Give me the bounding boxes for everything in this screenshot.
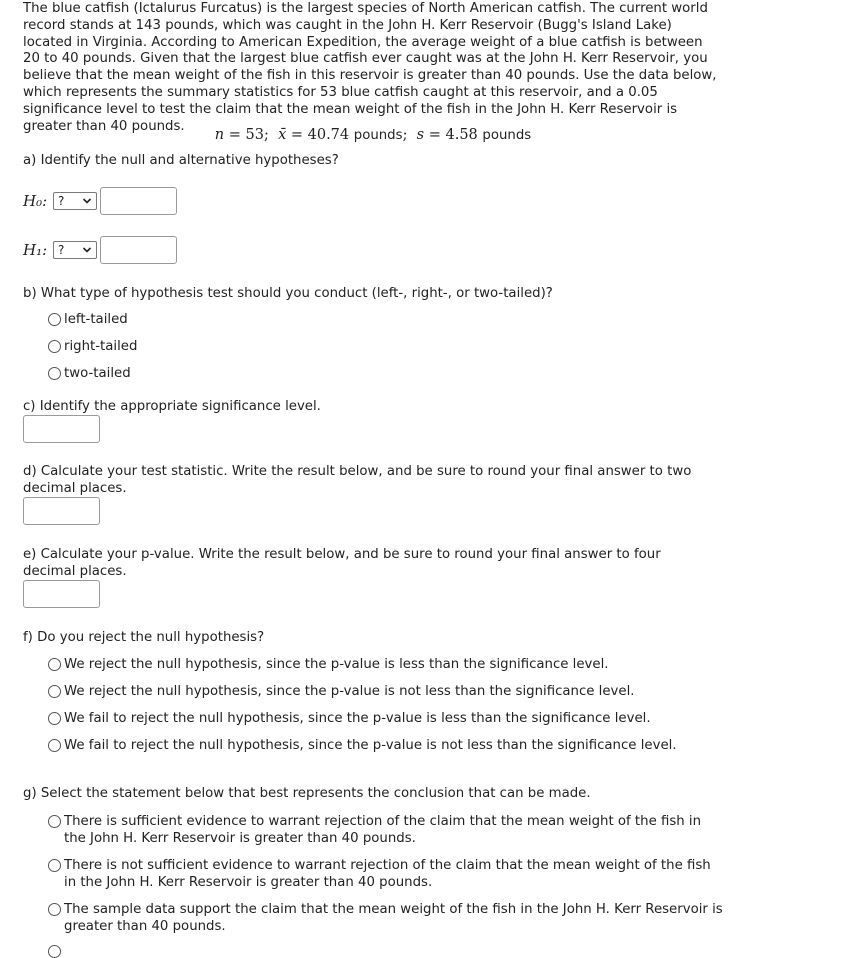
radio-button[interactable] — [48, 340, 61, 353]
option-label: right-tailed — [64, 339, 138, 354]
h0-row — [23, 186, 177, 216]
radio-button[interactable] — [48, 658, 61, 671]
h1-row — [23, 235, 177, 265]
option-label: The sample data support the claim that the mean weight of the fish in the John H. Kerr Reservoir is greater than 40 pounds. — [64, 902, 723, 934]
h1-operator-select[interactable] — [53, 241, 97, 259]
question-b: b) What type of hypothesis test should you conduct (left-, right-, or two-tailed)? — [23, 286, 553, 301]
xbar-unit: pounds — [353, 128, 403, 143]
option-left-tailed[interactable] — [48, 311, 128, 328]
radio-button[interactable] — [48, 367, 61, 380]
h0-operator-select[interactable] — [53, 192, 97, 210]
option-fail-less[interactable] — [48, 710, 651, 727]
question-f: f) Do you reject the null hypothesis? — [23, 630, 265, 645]
option-label: We reject the null hypothesis, since the p-value is less than the significance level. — [64, 657, 609, 672]
option-reject-less[interactable] — [48, 656, 609, 673]
n-symbol: n — [214, 127, 225, 143]
option-reject-not-less[interactable] — [48, 683, 635, 700]
summary-statistics: n = 53; x̄ = 40.74 pounds; s = 4.58 pounds — [214, 127, 532, 143]
h0-select-value: ? — [58, 194, 65, 208]
option-label: There is not sufficient evidence to warrant rejection of the claim that the mean weight of the fish in the John H. Kerr Reservoir is greater than 40 pounds. — [64, 858, 711, 890]
problem-intro: The blue catfish (Ictalurus Furcatus) is the largest species of North American catfish. The current world record stands at 143 pounds, which was caught in the John H. Kerr Reservoir (Bugg's Island Lake) located in Virginia. According to American Expedition, the average weight of a blue catfish is between 20 to 40 pounds. Given that the largest blue catfish ever caught was at the John H. Kerr Reservoir, you believe that the mean weight of the fish in this reservoir is greater than 40 pounds. Use the data below, which represents the summary statistics for 53 blue catfish caught at this reservoir, and a 0.05 significance level to test the claim that the mean weight of the fish in the John H. Kerr Reservoir is greater than 40 pounds. — [23, 1, 717, 134]
option-right-tailed[interactable] — [48, 338, 137, 355]
h0-value-input[interactable] — [100, 187, 177, 215]
h1-select-value: ? — [58, 243, 65, 257]
radio-button[interactable] — [48, 859, 61, 872]
question-g: g) Select the statement below that best represents the conclusion that can be made. — [23, 786, 591, 801]
option-data-support[interactable] — [48, 901, 723, 935]
h1-label: H₁: — [23, 241, 48, 259]
question-e: e) Calculate your p-value. Write the result below, and be sure to round your final answer to four decimal places. — [23, 547, 661, 579]
option-fail-not-less[interactable] — [48, 737, 677, 754]
radio-button[interactable] — [48, 313, 61, 326]
option-label: We fail to reject the null hypothesis, since the p-value is not less than the significance level. — [64, 738, 677, 753]
question-a: a) Identify the null and alternative hypotheses? — [23, 153, 339, 168]
option-label: left-tailed — [64, 312, 128, 327]
n-value: 53 — [245, 127, 264, 143]
option-not-sufficient-evidence[interactable] — [48, 857, 723, 891]
test-statistic-input[interactable] — [23, 497, 100, 525]
radio-button[interactable] — [48, 815, 61, 828]
option-label: two-tailed — [64, 366, 131, 381]
radio-button[interactable] — [48, 945, 61, 958]
p-value-input[interactable] — [23, 580, 100, 608]
radio-button[interactable] — [48, 903, 61, 916]
xbar-value: 40.74 — [307, 127, 350, 143]
h0-label: H₀: — [23, 192, 48, 210]
s-unit: pounds — [482, 128, 532, 143]
option-cut-off[interactable] — [48, 943, 64, 958]
radio-button[interactable] — [48, 739, 61, 752]
option-label: There is sufficient evidence to warrant rejection of the claim that the mean weight of the fish in the John H. Kerr Reservoir is greater than 40 pounds. — [64, 814, 702, 846]
option-label: We fail to reject the null hypothesis, since the p-value is less than the significance level. — [64, 711, 651, 726]
question-d: d) Calculate your test statistic. Write the result below, and be sure to round your final answer to two decimal places. — [23, 464, 692, 496]
xbar-symbol: x̄ — [278, 127, 287, 143]
h1-value-input[interactable] — [100, 236, 177, 264]
option-sufficient-evidence[interactable] — [48, 813, 723, 847]
significance-level-input[interactable] — [23, 415, 100, 443]
question-c: c) Identify the appropriate significance level. — [23, 399, 321, 414]
chevron-down-icon — [82, 245, 92, 255]
s-symbol: s — [416, 127, 425, 143]
option-label: We reject the null hypothesis, since the p-value is not less than the significance level. — [64, 684, 635, 699]
chevron-down-icon — [82, 196, 92, 206]
s-value: 4.58 — [445, 127, 478, 143]
option-two-tailed[interactable] — [48, 365, 131, 382]
radio-button[interactable] — [48, 712, 61, 725]
radio-button[interactable] — [48, 685, 61, 698]
